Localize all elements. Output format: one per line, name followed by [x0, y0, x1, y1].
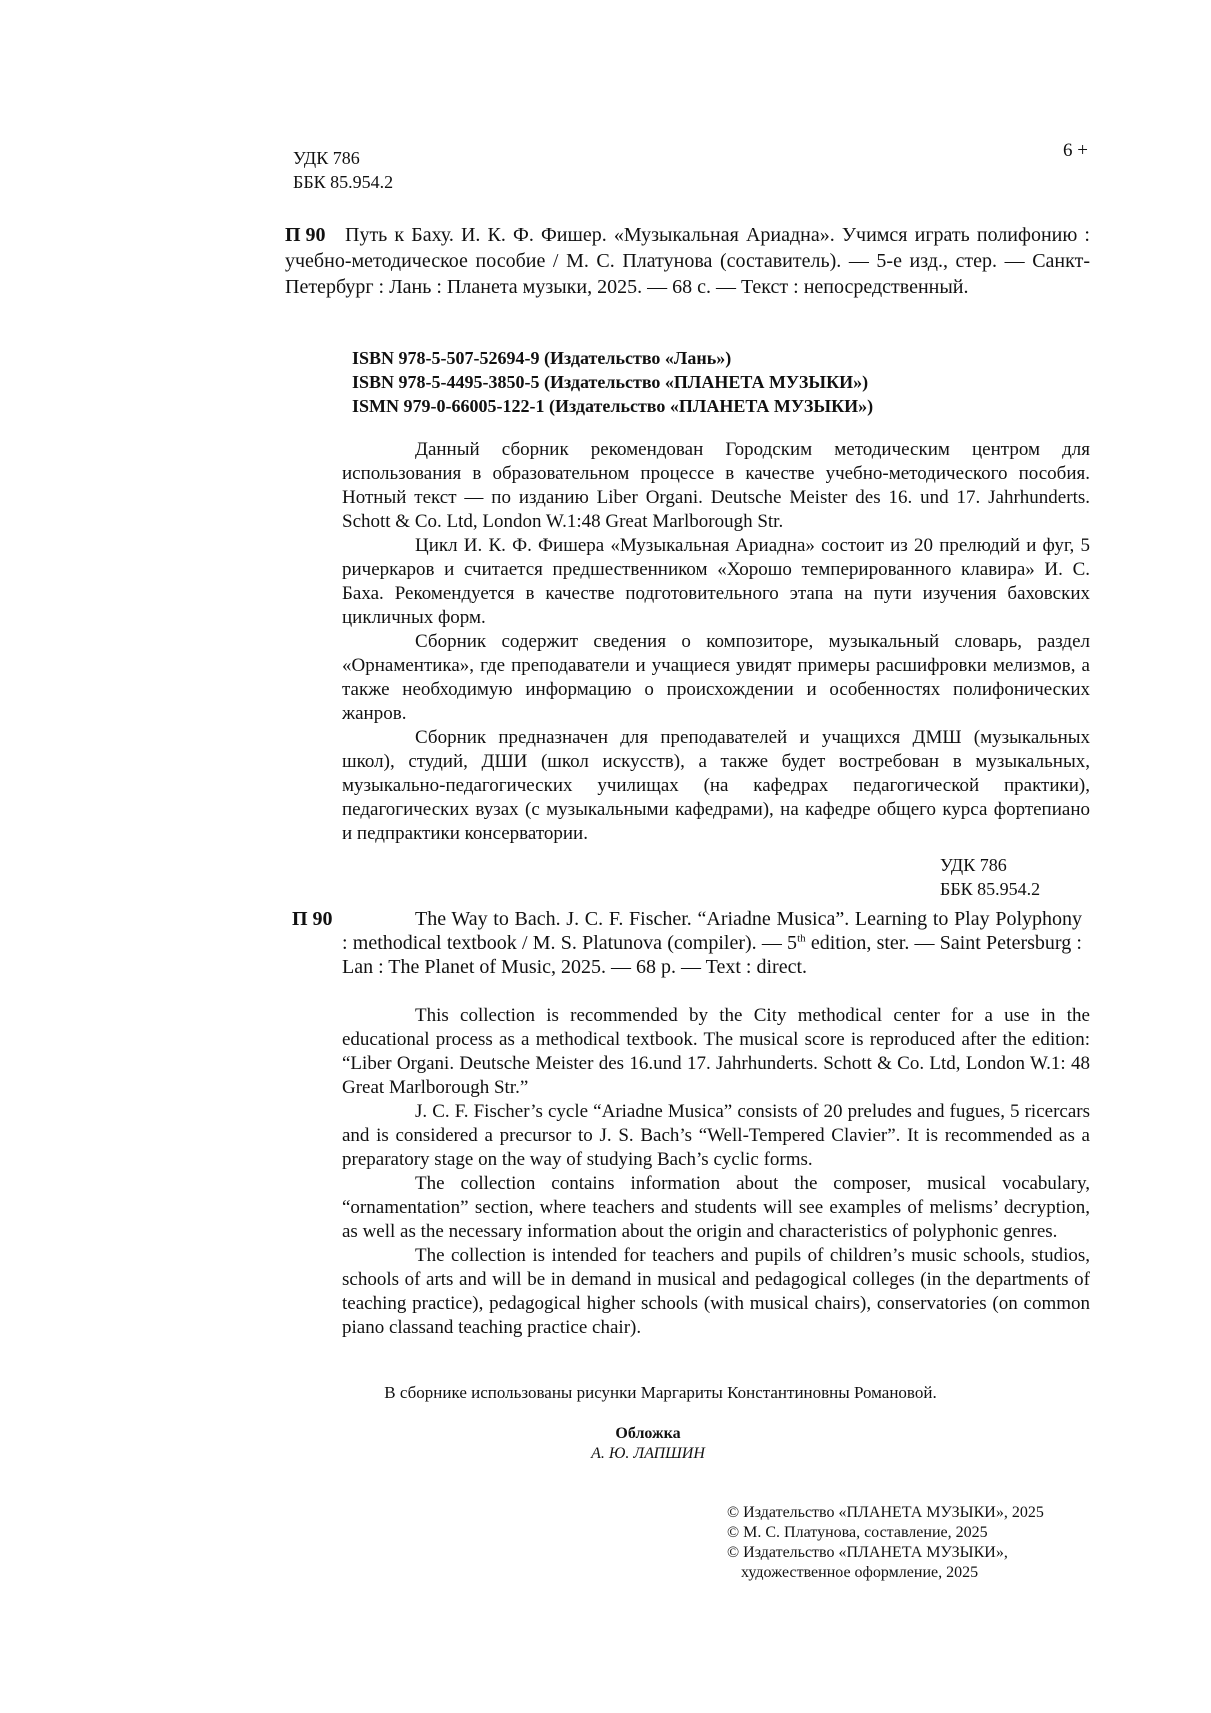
- ru-bibliographic-entry: [285, 222, 1090, 300]
- isbn-block: [352, 346, 873, 418]
- ru-paragraph: Данный сборник рекомендован Городским методическим центром для использования в образовательном процессе в качестве учебно-методического пособия. Нотный текст — по изданию Liber Organi. Deutsche Meister des 16. und 17. Jahrhunderts. Schott & Co. Ltd, London W.1:48 Great Marlborough Str.: [342, 439, 1090, 532]
- ru-paragraph: Сборник содержит сведения о композиторе, музыкальный словарь, раздел «Орнаментика», где преподаватели и учащиеся увидят примеры расшифровки мелизмов, а также необходимую информацию о происхождении и особенностях полифонических жанров.: [342, 631, 1090, 724]
- copyright-line: © Издательство «ПЛАНЕТА МУЗЫКИ»,: [727, 1544, 1008, 1561]
- bbk-code: ББК 85.954.2: [940, 879, 1041, 899]
- isbn-lan: ISBN 978-5-507-52694-9 (Издательство «Лань»): [352, 348, 732, 368]
- en-paragraph: This collection is recommended by the City methodical center for a use in the educational process as a methodical textbook. The musical score is reproduced after the edition: “Liber Organi. Deutsche Meister des 16.und 17. Jahrhunderts. Schott & Co. Ltd, London W.1: 48 Great Marlborough Str.”: [342, 1005, 1090, 1098]
- en-paragraph: The collection is intended for teachers and pupils of children’s music schools, studios, schools of arts and will be in demand in musical and pedagogical colleges (in the departments of teaching practice), pedagogical higher schools (with musical chairs), conservatories (on common piano classand teaching practice chair).: [342, 1245, 1090, 1338]
- cover-author: А. Ю. ЛАПШИН: [591, 1445, 705, 1462]
- ismn-planet: ISMN 979-0-66005-122-1 (Издательство «ПЛАНЕТА МУЗЫКИ»): [352, 396, 874, 416]
- edition-superscript: th: [797, 932, 806, 945]
- classification-mid: [940, 853, 1040, 901]
- copyright-block: [727, 1503, 1044, 1583]
- age-rating: 6 +: [1063, 140, 1088, 161]
- bbk-code: ББК 85.954.2: [293, 172, 394, 192]
- en-bibliographic-entry: [342, 907, 1082, 979]
- ru-author-mark: П 90: [285, 224, 326, 246]
- classification-top: [293, 146, 393, 194]
- ru-annotation: [342, 438, 1090, 846]
- illustrations-note: В сборнике использованы рисунки Маргариты Константиновны Романовой.: [384, 1383, 937, 1402]
- copyright-line: © Издательство «ПЛАНЕТА МУЗЫКИ», 2025: [727, 1504, 1044, 1521]
- isbn-planet: ISBN 978-5-4495-3850-5 (Издательство «ПЛАНЕТА МУЗЫКИ»): [352, 372, 869, 392]
- en-paragraph: J. C. F. Fischer’s cycle “Ariadne Musica” consists of 20 preludes and fugues, 5 ricercars and is considered a precursor to J. S. Bach’s “Well-Tempered Clavier”. It is recommended as a preparatory stage on the way of studying Bach’s cyclic forms.: [342, 1101, 1090, 1170]
- copyright-line: © М. С. Платунова, составление, 2025: [727, 1524, 988, 1541]
- en-annotation: [342, 1004, 1090, 1340]
- cover-title: Обложка: [615, 1425, 681, 1442]
- en-paragraph: The collection contains information about the composer, musical vocabulary, “ornamentation” section, where teachers and students will see examples of melisms’ decryption, as well as the necessary information about the origin and characteristics of polyphonic genres.: [342, 1173, 1090, 1242]
- udk-code: УДК 786: [293, 148, 360, 168]
- udk-code: УДК 786: [940, 855, 1007, 875]
- ru-entry-text: Путь к Баху. И. К. Ф. Фишер. «Музыкальная Ариадна». Учимся играть полифонию : учебно-методическое пособие / М. С. Платунова (составитель). — 5-е изд., стер. — Санкт-Петербург : Лань : Планета музыки, 2025. — 68 с. — Текст : непосредственный.: [285, 224, 1090, 298]
- copyright-line: художественное оформление, 2025: [741, 1564, 979, 1581]
- en-author-mark: П 90: [292, 908, 333, 930]
- en-entry-text: The Way to Bach. J. C. F. Fischer. “Ariadne Musica”. Learning to Play Polyphony : methodical textbook / M. S. Platunova (compiler). — 5th edition, ster. — Saint Petersburg : Lan : The Planet of Music, 2025. — 68 p. — Text : direct.: [342, 908, 1082, 978]
- ru-paragraph: Сборник предназначен для преподавателей и учащихся ДМШ (музыкальных школ), студий, ДШИ (школ искусств), а также будет востребован в музыкальных, музыкально-педагогических училищах (на кафедрах педагогической практики), педагогических вузах (с музыкальными кафедрами), на кафедре общего курса фортепиано и педпрактики консерватории.: [342, 727, 1090, 844]
- ru-paragraph: Цикл И. К. Ф. Фишера «Музыкальная Ариадна» состоит из 20 прелюдий и фуг, 5 ричеркаров и считается предшественником «Хорошо темперированного клавира» И. С. Баха. Рекомендуется в качестве подготовительного этапа на пути изучения баховских цикличных форм.: [342, 535, 1090, 628]
